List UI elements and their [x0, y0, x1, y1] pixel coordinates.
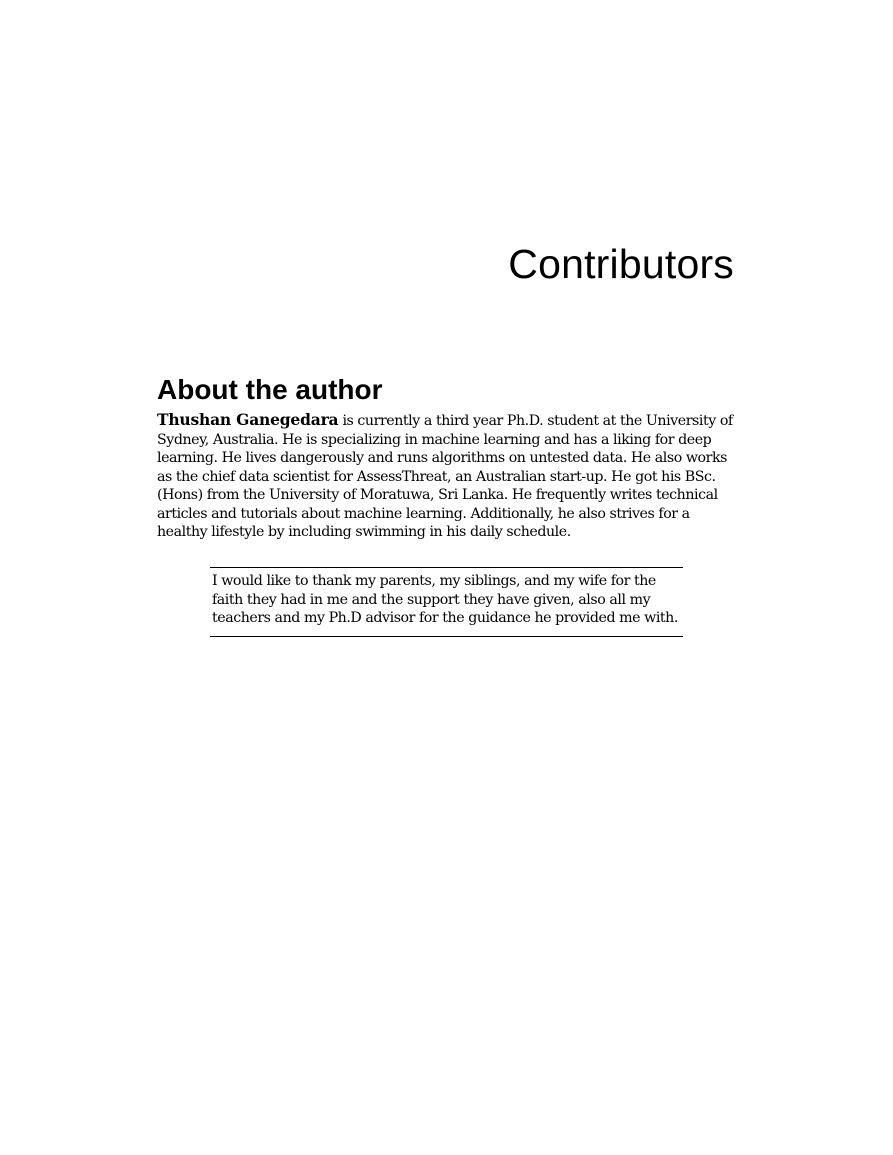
chapter-title: Contributors [508, 241, 734, 287]
acknowledgement-text: I would like to thank my parents, my siblings, and my wife for the faith they had in me and the support they have given, also all my teachers and my Ph.D advisor for the guidance he provided me with. [212, 573, 678, 627]
about-author-heading: About the author [157, 374, 383, 405]
author-name: Thushan Ganegedara [157, 410, 339, 429]
acknowledgement-box [210, 567, 683, 637]
author-bio-text: is currently a third year Ph.D. student at the University of Sydney, Australia. He is specializing in machine learning and has a liking for deep learning. He lives dangerously and runs algorithms on untested data. He also works as the chief data scientist for AssessThreat, an Australian start-up. He got his BSc. (Hons) from the University of Moratuwa, Sri Lanka. He frequently writes technical articles and tutorials about machine learning. Additionally, he also strives for a healthy lifestyle by including swimming in his daily schedule. [157, 413, 733, 540]
author-bio-paragraph [157, 411, 737, 542]
